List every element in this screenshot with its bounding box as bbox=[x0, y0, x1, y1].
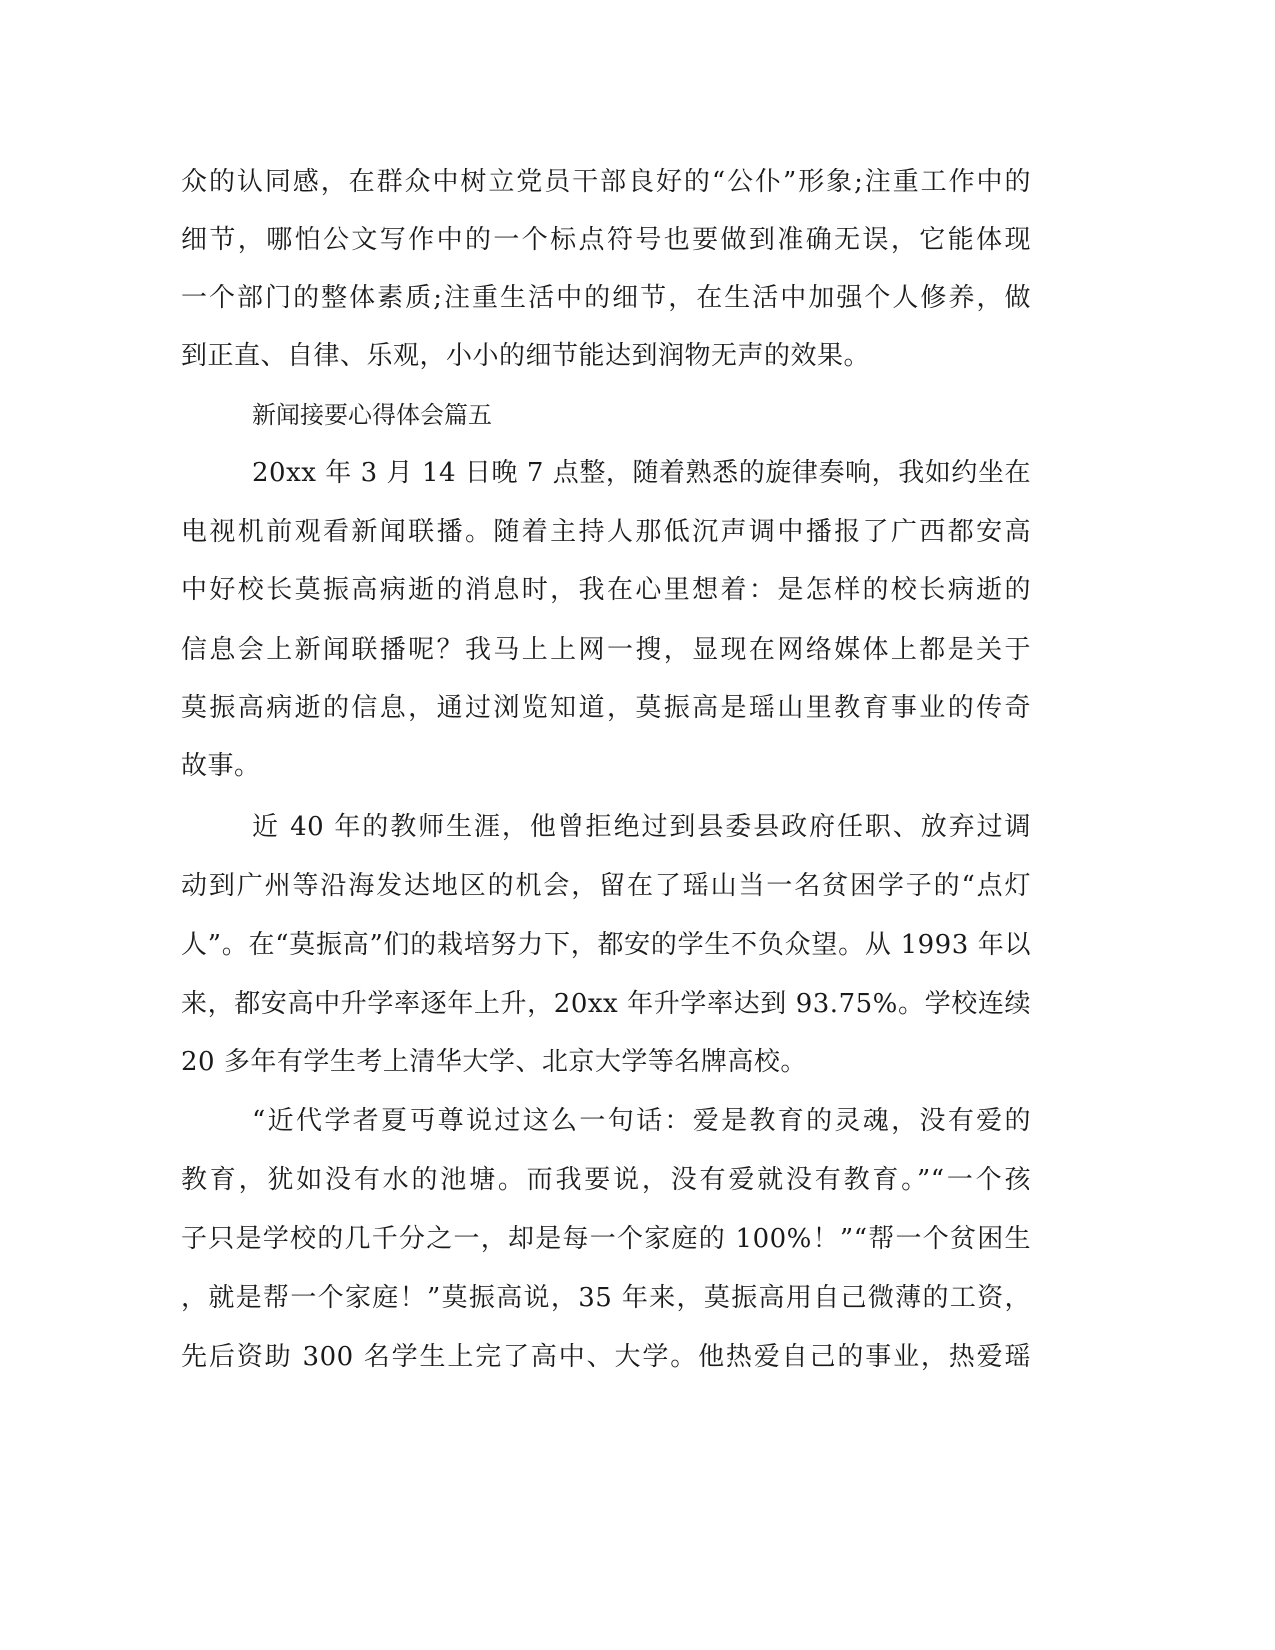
text-line: “近代学者夏丏尊说过这么一句话：爱是教育的灵魂，没有爱的 bbox=[252, 1106, 1031, 1136]
text-line: 子只是学校的几千分之一，却是每一个家庭的 100%！”“帮一个贫困生 bbox=[181, 1224, 1031, 1254]
text-line: 到正直、自律、乐观，小小的细节能达到润物无声的效果。 bbox=[181, 341, 871, 371]
text-line: ，就是帮一个家庭！”莫振高说，35 年来，莫振高用自己微薄的工资， bbox=[181, 1283, 1031, 1313]
text-line: 动到广州等沿海发达地区的机会，留在了瑶山当一名贫困学子的“点灯 bbox=[181, 871, 1031, 901]
text-line: 来，都安高中升学率逐年上升，20xx 年升学率达到 93.75%。学校连续 bbox=[181, 989, 1031, 1019]
text-line: 信息会上新闻联播呢？我马上上网一搜，显现在网络媒体上都是关于 bbox=[181, 635, 1031, 665]
text-line: 一个部门的整体素质;注重生活中的细节，在生活中加强个人修养，做 bbox=[181, 283, 1031, 313]
text-line: 20 多年有学生考上清华大学、北京大学等名牌高校。 bbox=[181, 1047, 807, 1077]
text-line: 教育，犹如没有水的池塘。而我要说，没有爱就没有教育。”“一个孩 bbox=[181, 1165, 1031, 1195]
text-line: 众的认同感，在群众中树立党员干部良好的“公仆”形象;注重工作中的 bbox=[181, 167, 1031, 197]
text-line: 人”。在“莫振高”们的栽培努力下，都安的学生不负众望。从 1993 年以 bbox=[181, 930, 1031, 960]
text-line: 20xx 年 3 月 14 日晚 7 点整，随着熟悉的旋律奏响，我如约坐在 bbox=[252, 458, 1031, 488]
text-line: 近 40 年的教师生涯，他曾拒绝过到县委县政府任职、放弃过调 bbox=[252, 812, 1031, 842]
text-line: 故事。 bbox=[181, 751, 261, 781]
text-line: 中好校长莫振高病逝的消息时，我在心里想着：是怎样的校长病逝的 bbox=[181, 575, 1031, 605]
text-line: 电视机前观看新闻联播。随着主持人那低沉声调中播报了广西都安高 bbox=[181, 517, 1031, 547]
text-line: 细节，哪怕公文写作中的一个标点符号也要做到准确无误，它能体现 bbox=[181, 225, 1031, 255]
text-line: 先后资助 300 名学生上完了高中、大学。他热爱自己的事业，热爱瑶 bbox=[181, 1342, 1031, 1372]
section-heading: 新闻接要心得体会篇五 bbox=[252, 401, 492, 429]
text-line: 莫振高病逝的信息，通过浏览知道，莫振高是瑶山里教育事业的传奇 bbox=[181, 693, 1031, 723]
